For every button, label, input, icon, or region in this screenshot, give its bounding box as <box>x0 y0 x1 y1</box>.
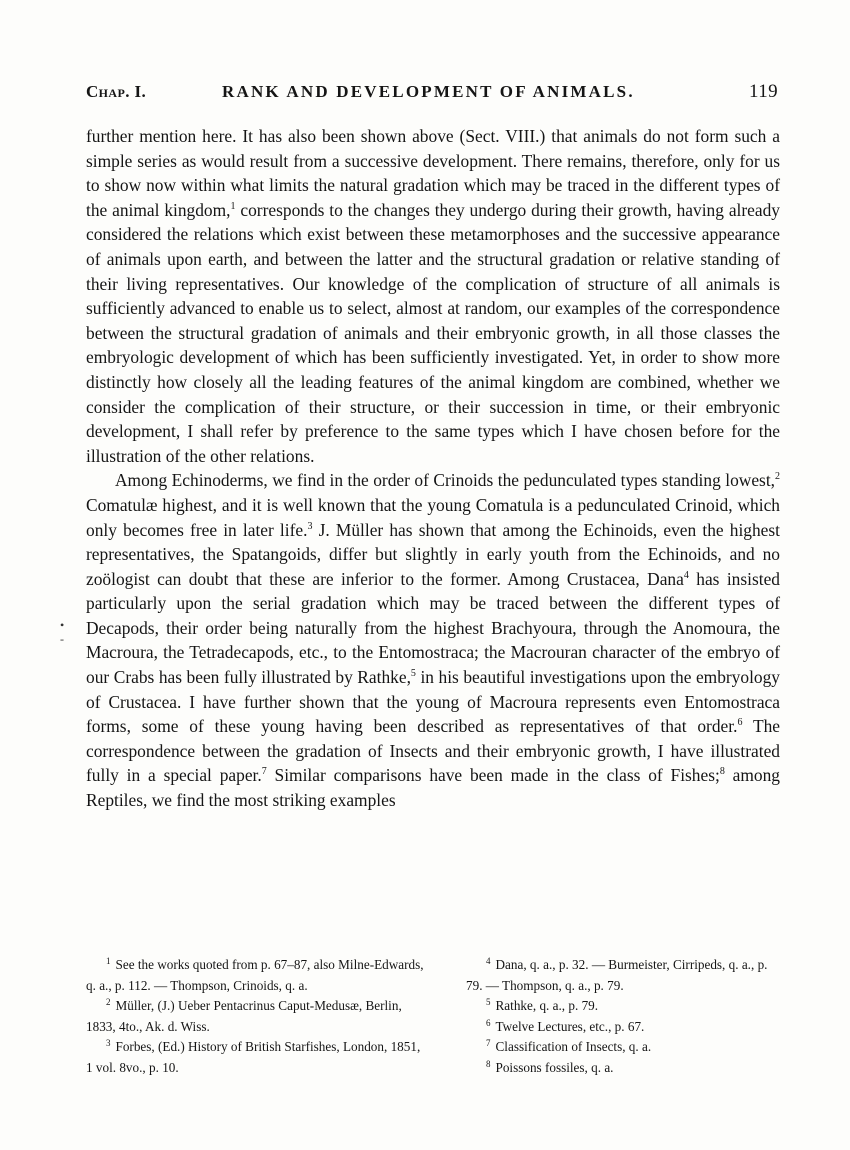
footnote-text: Classification of Insects, q. a. <box>495 1039 652 1055</box>
footnote-text: Twelve Lectures, etc., p. 67. <box>495 1018 645 1034</box>
footnote-ref-3: 3 <box>307 520 313 532</box>
running-header <box>86 80 778 108</box>
footnote-marker: 5 <box>486 997 491 1008</box>
footnote-ref-4: 4 <box>683 569 689 581</box>
footnote-text: See the works quoted from p. 67–87, also Milne-Edwards, q. a., p. 112. — Thompson, Crinoids, q. a. <box>86 957 424 993</box>
margin-mark: • - <box>60 618 65 646</box>
body-text <box>86 124 780 813</box>
footnote-marker: 6 <box>486 1017 491 1028</box>
running-title: RANK AND DEVELOPMENT OF ANIMALS. <box>222 82 635 101</box>
footnote-marker: 3 <box>106 1038 111 1049</box>
footnote-marker: 2 <box>106 997 111 1008</box>
footnote-marker: 8 <box>486 1058 491 1069</box>
footnotes-left-column <box>86 955 426 1079</box>
footnote-7 <box>466 1037 786 1058</box>
footnote-marker: 4 <box>486 956 491 966</box>
text-run: has insisted particularly upon the serial gradation which may be traced between the different types of Decapods, their order being naturally from the highest Brachyoura, through the Anomoura, the Macroura, the Tetradecapods, etc., to the Entomostraca; the Macrouran character of the embryo of our Crabs has been fully illustrated by Rathke, <box>86 568 780 688</box>
footnote-2 <box>86 996 426 1037</box>
text-run: corresponds to the changes they undergo during their growth, having already considered the relations which exist between these metamorphoses and the successive appearance of animals upon earth, and between the latter and the structural gradation or relative standing of their living representatives. Our knowledge of the complication of structure of all animals is sufficiently advanced to enable us to select, almost at random, our examples of the correspondence between the structural gradation of animals and their embryonic growth, in all those classes the embryologic development of which has been sufficiently investigated. Yet, in order to show more distinctly how closely all the leading features of the animal kingdom are combined, whether we consider the complication of their structure, or their succession in time, or their embryonic development, I shall refer by preference to the same types which I have chosen before for the illustration of the other relations. <box>86 199 780 466</box>
footnote-4 <box>466 955 786 996</box>
footnote-text: Poissons fossiles, q. a. <box>495 1059 614 1075</box>
text-run: in his beautiful investigations upon the embryology of Crustacea. I have further shown that the young of Macroura represents even Entomostraca forms, some of these young having been described as representatives of that order. <box>86 667 780 737</box>
footnote-1 <box>86 955 426 996</box>
footnote-3 <box>86 1037 426 1078</box>
footnote-text: Rathke, q. a., p. 79. <box>495 998 599 1014</box>
page-number: 119 <box>749 81 778 102</box>
footnote-text: Müller, (J.) Ueber Pentacrinus Caput-Medusæ, Berlin, 1833, 4to., Ak. d. Wiss. <box>86 998 402 1034</box>
text-run: Comatulæ highest, and it is well known that the young Comatula is a pedunculated Crinoid, which only becomes free in later life. <box>86 494 780 540</box>
footnote-ref-7: 7 <box>261 766 267 778</box>
footnote-ref-2: 2 <box>775 471 780 483</box>
footnote-ref-6: 6 <box>737 717 743 729</box>
text-run: The correspondence between the gradation of Insects and their embryonic growth, I have illustrated fully in a special paper. <box>86 716 781 786</box>
footnote-ref-8: 8 <box>719 766 725 778</box>
footnote-5 <box>466 996 786 1017</box>
footnote-ref-5: 5 <box>410 668 416 680</box>
footnote-marker: 7 <box>486 1038 491 1049</box>
text-run: J. Müller has shown that among the Echinoids, even the highest representatives, the Spatangoids, differ but slightly in early youth from the Echinoids, and no zoölogist can doubt that these are inferior to the former. Among Crustacea, Dana <box>86 519 780 589</box>
footnote-text: Forbes, (Ed.) History of British Starfishes, London, 1851, 1 vol. 8vo., p. 10. <box>86 1039 421 1075</box>
text-run: further mention here. It has also been shown above (Sect. VIII.) that animals do not form such a simple series as would result from a successive development. There remains, therefore, only for us to show now within what limits the natural gradation which may be traced in the different types of the animal kingdom, <box>86 126 780 220</box>
paragraph-continuation <box>86 124 780 468</box>
text-run: Among Echinoderms, we find in the order of Crinoids the pedunculated types standing lowest, <box>115 470 775 491</box>
footnote-text: Dana, q. a., p. 32. — Burmeister, Cirripeds, q. a., p. 79. — Thompson, q. a., p. 79. <box>466 957 768 993</box>
footnotes-right-column <box>466 955 786 1079</box>
text-run: among Reptiles, we find the most striking examples <box>86 765 780 811</box>
footnote-ref-1: 1 <box>230 200 236 212</box>
footnote-6 <box>466 1017 786 1038</box>
paragraph-echinoderms <box>86 468 780 812</box>
chapter-label: Chap. I. <box>86 82 147 101</box>
text-run: Similar comparisons have been made in the class of Fishes; <box>266 765 720 786</box>
footnote-8 <box>466 1058 786 1079</box>
footnote-marker: 1 <box>106 956 111 966</box>
